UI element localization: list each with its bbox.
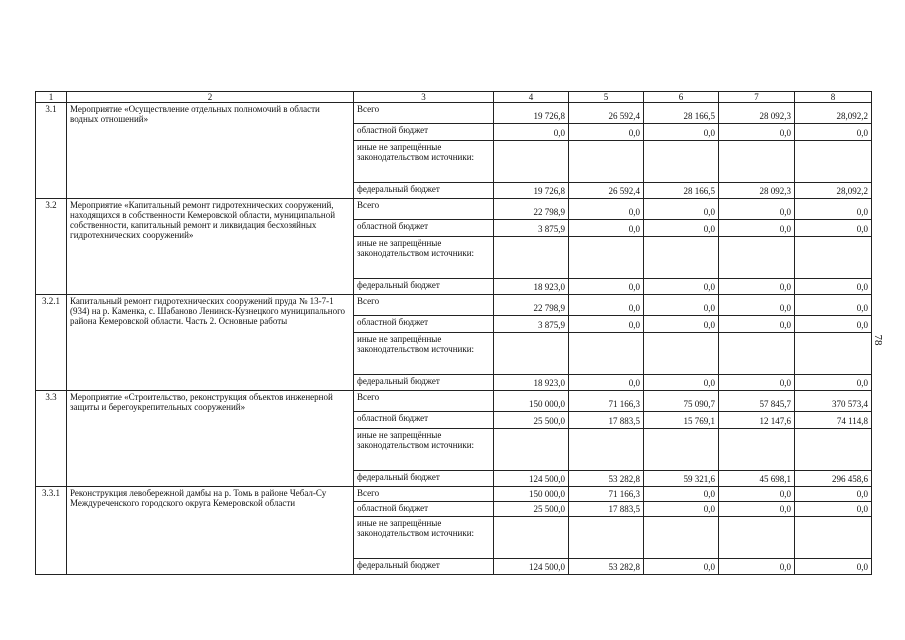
value-cell <box>494 237 569 279</box>
source-label: федеральный бюджет <box>354 559 494 575</box>
row-index: 3.3 <box>36 391 67 487</box>
value-cell <box>795 517 872 559</box>
value-cell: 0,0 <box>644 559 719 575</box>
value-cell: 0,0 <box>569 375 644 391</box>
value-cell: 0,0 <box>719 220 795 237</box>
value-cell: 45 698,1 <box>719 471 795 487</box>
value-cell <box>719 237 795 279</box>
value-cell: 0,0 <box>569 295 644 316</box>
value-cell <box>569 429 644 471</box>
value-cell <box>795 237 872 279</box>
value-cell <box>494 333 569 375</box>
source-label: Всего <box>354 199 494 220</box>
value-cell: 19 726,8 <box>494 183 569 199</box>
col-header: 4 <box>494 92 569 103</box>
value-cell <box>569 517 644 559</box>
value-cell: 0,0 <box>719 199 795 220</box>
value-cell: 0,0 <box>795 559 872 575</box>
value-cell: 0,0 <box>795 487 872 502</box>
value-cell: 17 883,5 <box>569 502 644 517</box>
source-label: федеральный бюджет <box>354 183 494 199</box>
value-cell: 75 090,7 <box>644 391 719 412</box>
row-index: 3.3.1 <box>36 487 67 575</box>
value-cell <box>719 333 795 375</box>
col-header: 7 <box>719 92 795 103</box>
col-header: 5 <box>569 92 644 103</box>
source-label: иные не запрещённые законодательством источники: <box>354 517 494 559</box>
value-cell: 53 282,8 <box>569 471 644 487</box>
value-cell: 0,0 <box>569 316 644 333</box>
value-cell: 28,092,2 <box>795 103 872 124</box>
source-label: Всего <box>354 103 494 124</box>
table-row <box>36 199 872 220</box>
value-cell <box>644 429 719 471</box>
source-label: Всего <box>354 295 494 316</box>
value-cell: 17 883,5 <box>569 412 644 429</box>
value-cell: 18 923,0 <box>494 279 569 295</box>
value-cell: 26 592,4 <box>569 103 644 124</box>
header-row <box>36 92 872 103</box>
value-cell <box>569 141 644 183</box>
value-cell: 0,0 <box>644 316 719 333</box>
value-cell: 0,0 <box>644 295 719 316</box>
value-cell: 0,0 <box>719 279 795 295</box>
value-cell: 12 147,6 <box>719 412 795 429</box>
value-cell: 0,0 <box>719 375 795 391</box>
value-cell: 0,0 <box>569 220 644 237</box>
value-cell <box>795 333 872 375</box>
row-title: Мероприятие «Капитальный ремонт гидротехнических сооружений, находящихся в собственности Кемеровской области, муниципальной собственности, капитальный ремонт и ликвидация бесхозяйных гидротехнических сооружений» <box>67 199 354 295</box>
value-cell: 296 458,6 <box>795 471 872 487</box>
source-label: областной бюджет <box>354 316 494 333</box>
table-row <box>36 103 872 124</box>
source-label: иные не запрещённые законодательством источники: <box>354 141 494 183</box>
col-header: 2 <box>67 92 354 103</box>
value-cell: 28 092,3 <box>719 103 795 124</box>
value-cell: 25 500,0 <box>494 502 569 517</box>
value-cell: 18 923,0 <box>494 375 569 391</box>
value-cell: 15 769,1 <box>644 412 719 429</box>
row-title: Капитальный ремонт гидротехнических сооружений пруда № 13-7-1 (934) на р. Каменка, с. Шабаново Ленинск-Кузнецкого муниципального района Кемеровской области. Часть 2. Основные работы <box>67 295 354 391</box>
value-cell: 0,0 <box>795 199 872 220</box>
value-cell: 0,0 <box>569 279 644 295</box>
value-cell: 3 875,9 <box>494 316 569 333</box>
value-cell: 59 321,6 <box>644 471 719 487</box>
value-cell: 0,0 <box>719 559 795 575</box>
value-cell: 124 500,0 <box>494 559 569 575</box>
value-cell: 0,0 <box>644 124 719 141</box>
col-header: 6 <box>644 92 719 103</box>
value-cell <box>644 333 719 375</box>
value-cell: 0,0 <box>644 502 719 517</box>
value-cell: 28,092,2 <box>795 183 872 199</box>
row-index: 3.2 <box>36 199 67 295</box>
value-cell <box>494 141 569 183</box>
value-cell: 19 726,8 <box>494 103 569 124</box>
value-cell: 0,0 <box>795 124 872 141</box>
col-header: 3 <box>354 92 494 103</box>
row-title: Мероприятие «Строительство, реконструкция объектов инженерной защиты и берегоукрепительных сооружений» <box>67 391 354 487</box>
value-cell: 28 166,5 <box>644 183 719 199</box>
value-cell: 0,0 <box>494 124 569 141</box>
value-cell: 71 166,3 <box>569 391 644 412</box>
value-cell <box>719 429 795 471</box>
value-cell <box>494 429 569 471</box>
source-label: Всего <box>354 391 494 412</box>
source-label: иные не запрещённые законодательством источники: <box>354 429 494 471</box>
value-cell: 0,0 <box>719 295 795 316</box>
row-index: 3.1 <box>36 103 67 199</box>
row-title: Мероприятие «Осуществление отдельных полномочий в области водных отношений» <box>67 103 354 199</box>
value-cell: 26 592,4 <box>569 183 644 199</box>
source-label: областной бюджет <box>354 220 494 237</box>
table-row <box>36 391 872 412</box>
value-cell: 0,0 <box>644 199 719 220</box>
value-cell: 28 166,5 <box>644 103 719 124</box>
value-cell <box>644 517 719 559</box>
source-label: федеральный бюджет <box>354 471 494 487</box>
table-row <box>36 295 872 316</box>
value-cell: 22 798,9 <box>494 295 569 316</box>
value-cell <box>494 517 569 559</box>
value-cell: 0,0 <box>569 124 644 141</box>
value-cell: 25 500,0 <box>494 412 569 429</box>
source-label: Всего <box>354 487 494 502</box>
value-cell <box>795 429 872 471</box>
value-cell: 0,0 <box>644 487 719 502</box>
value-cell: 0,0 <box>795 375 872 391</box>
value-cell: 0,0 <box>795 279 872 295</box>
value-cell: 150 000,0 <box>494 487 569 502</box>
value-cell <box>644 141 719 183</box>
value-cell: 0,0 <box>569 199 644 220</box>
value-cell: 28 092,3 <box>719 183 795 199</box>
value-cell: 57 845,7 <box>719 391 795 412</box>
value-cell: 0,0 <box>795 502 872 517</box>
col-header: 1 <box>36 92 67 103</box>
col-header: 8 <box>795 92 872 103</box>
source-label: областной бюджет <box>354 124 494 141</box>
source-label: федеральный бюджет <box>354 375 494 391</box>
budget-table <box>35 91 872 575</box>
source-label: областной бюджет <box>354 502 494 517</box>
value-cell: 0,0 <box>644 220 719 237</box>
value-cell: 0,0 <box>795 220 872 237</box>
value-cell: 0,0 <box>795 295 872 316</box>
value-cell <box>644 237 719 279</box>
value-cell: 0,0 <box>795 316 872 333</box>
value-cell <box>719 517 795 559</box>
value-cell: 71 166,3 <box>569 487 644 502</box>
value-cell: 0,0 <box>719 124 795 141</box>
value-cell: 3 875,9 <box>494 220 569 237</box>
value-cell <box>569 237 644 279</box>
value-cell: 53 282,8 <box>569 559 644 575</box>
value-cell: 74 114,8 <box>795 412 872 429</box>
source-label: иные не запрещённые законодательством источники: <box>354 333 494 375</box>
value-cell: 150 000,0 <box>494 391 569 412</box>
value-cell: 0,0 <box>719 316 795 333</box>
value-cell <box>569 333 644 375</box>
value-cell: 0,0 <box>644 375 719 391</box>
value-cell: 0,0 <box>719 502 795 517</box>
value-cell <box>719 141 795 183</box>
row-index: 3.2.1 <box>36 295 67 391</box>
source-label: иные не запрещённые законодательством источники: <box>354 237 494 279</box>
value-cell: 0,0 <box>719 487 795 502</box>
row-title: Реконструкция левобережной дамбы на р. Томь в районе Чебал-Су Междуреченского городского округа Кемеровской области <box>67 487 354 575</box>
page-number: 78 <box>872 334 884 346</box>
value-cell: 124 500,0 <box>494 471 569 487</box>
value-cell: 370 573,4 <box>795 391 872 412</box>
table-row <box>36 487 872 502</box>
source-label: областной бюджет <box>354 412 494 429</box>
value-cell: 0,0 <box>644 279 719 295</box>
value-cell <box>795 141 872 183</box>
source-label: федеральный бюджет <box>354 279 494 295</box>
value-cell: 22 798,9 <box>494 199 569 220</box>
